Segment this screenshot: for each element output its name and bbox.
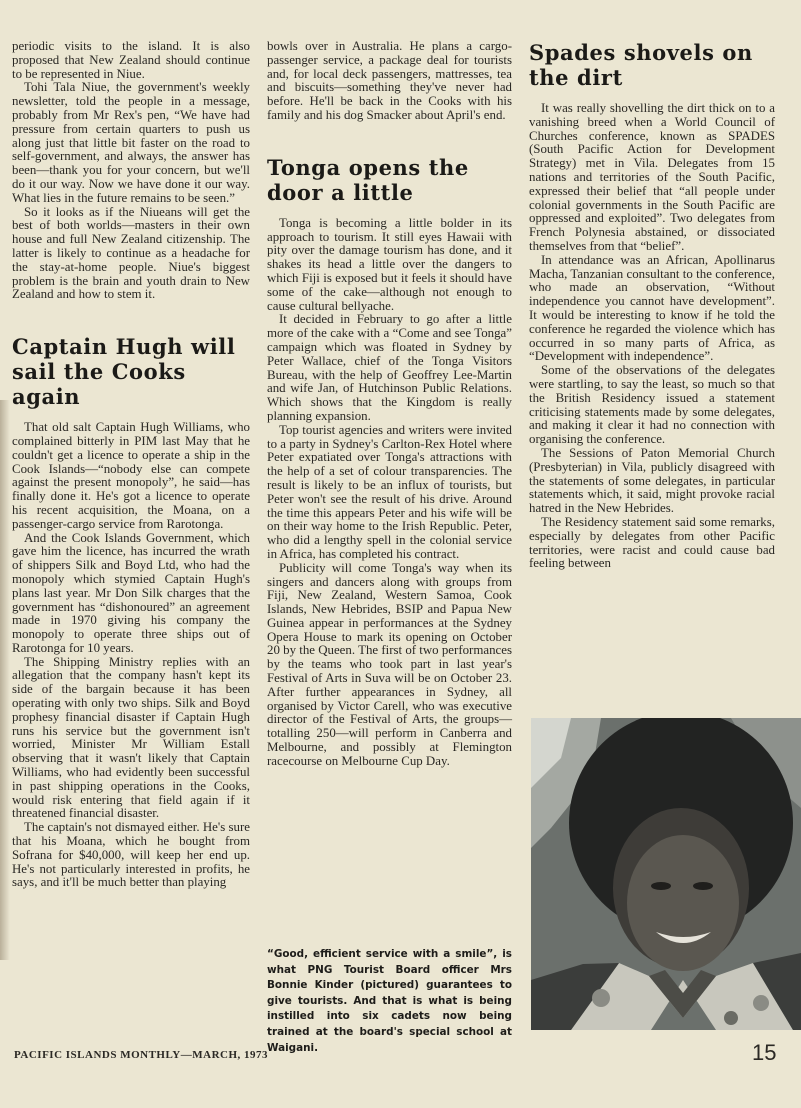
page-number: 15 <box>752 1040 777 1065</box>
spades-paragraph-2: In attendance was an African, Apollinarus Macha, Tanzanian consultant to the conference, who made an observation, “Without independence you cannot have development”. It would be interesting to know if he told the conference he regarded the violence which has occurred in so many parts of Africa, as “Development with independence”. <box>529 252 775 364</box>
niue-paragraph-1: periodic visits to the island. It is also proposed that New Zealand should continue to be represented in Niue. <box>12 39 250 81</box>
column-2 <box>267 40 512 769</box>
tonga-paragraph-4: Publicity will come Tonga's way when its singers and dancers along with groups from Fiji, New Zealand, Western Samoa, Cook Islands, New Hebrides, BSIP and Papua New Guinea appear in performances at the Sydney Opera House to mark its opening on October 20 by the Queen. The first of two performances by the teams who took part in last year's Festival of Arts in Suva will be on October 23. After further appearances in Sydney, all organised by Victor Carell, who was executive director of the Festival of Arts, the groups—totalling 250—will perform in Canberra and Melbourne, and possibly at Flemington racecourse on Melbourne Cup Day. <box>267 560 512 768</box>
portrait-photo <box>531 718 801 1030</box>
page-binding-shadow <box>0 400 10 960</box>
tonga-paragraph-3: Top tourist agencies and writers were invited to a party in Sydney's Carlton-Rex Hotel where Peter expatiated over Tonga's attractions with the help of a set of colour transparencies. The result is likely to be an influx of tourists, but Peter won't see the result of his drive. Around the time this appears Peter and his wife will be on their way home to the Irish Republic. Peter, who did a lengthy spell in the colonial service in Africa, has completed his contract. <box>267 422 512 561</box>
column-3 <box>529 40 775 571</box>
column-1 <box>12 40 250 890</box>
captain-hugh-headline: Captain Hugh will sail the Cooks again <box>12 334 236 410</box>
captain-paragraph-1: That old salt Captain Hugh Williams, who complained bitterly in PIM last May that he couldn't get a licence to operate a ship in the Cook Islands—“nobody else can compete against the present monopoly”, he said—has finally done it. He's got a licence to operate his recent acquisition, the Moana, on a passenger-cargo service from Rarotonga. <box>12 420 250 531</box>
spades-paragraph-5: The Residency statement said some remarks, especially by delegates from other Pacific territories, were racist and could cause bad feeling between <box>529 514 775 571</box>
photo-caption: “Good, efficient service with a smile”, is what PNG Tourist Board officer Mrs Bonnie Kinder (pictured) guarantees to give tourists. And that is what is being instilled into six cadets now being trained at the board's special school at Waigani. <box>267 948 512 1054</box>
portrait-illustration <box>531 718 801 1030</box>
captain-paragraph-4: The captain's not dismayed either. He's sure that his Moana, which he bought from Sofrana for $40,000, will keep her end up. He's not particularly interested in profits, he says, and it'll be much better than playing <box>12 820 250 890</box>
captain-paragraph-3: The Shipping Ministry replies with an allegation that the company hasn't kept its side of the bargain because it has been operating with only two ships. Silk and Boyd prophesy financial disaster if Captain Hugh runs his service but the government isn't worried, Minister Mr William Estall observing that it wasn't likely that Captain Williams, who had evidently been successful in past shipping operations in the Cooks, would risk entering that field again if it threatened financial disaster. <box>12 654 250 821</box>
spades-paragraph-3: Some of the observations of the delegates were startling, to say the least, so much so that the British Residency issued a statement criticising statements made by some delegates, and making it clear it had no connection with organising the conference. <box>529 363 775 447</box>
spades-paragraph-4: The Sessions of Paton Memorial Church (Presbyterian) in Vila, publicly disagreed with the statements of some delegates, in particular statements which, it said, might provoke racial hatred in the New Hebrides. <box>529 445 775 516</box>
tonga-headline: Tonga opens the door a little <box>267 154 469 205</box>
spades-headline: Spades shovels on the dirt <box>529 40 753 90</box>
niue-paragraph-2: Tohi Tala Niue, the government's weekly newsletter, told the people in a message, probably from Mr Rex's pen, “We have had pressure from certain quarters to push us along just that little bit faster on the road to self-government, and always, the answer has been—thank you for your concern, but we'll do it our way. Now we have done it our way. What lies in the future remains to be seen.” <box>12 80 250 205</box>
tonga-paragraph-2: It decided in February to go after a little more of the cake with a “Come and see Tonga” campaign which was floated in Sydney by Peter Wallace, chief of the Tonga Visitors Bureau, with the help of Geoffrey Lee-Martin and wife Jan, of Hutchinson Public Relations. Which shows that the Kingdom is really planning expansion. <box>267 312 512 423</box>
captain-paragraph-2: And the Cook Islands Government, which gave him the licence, has incurred the wrath of shippers Silk and Boyd Ltd, who had the monopoly which stymied Captain Hugh's plans last year. Mr Don Silk charges that the government has “dishonoured” an agreement made in 1970 giving his company the monopoly to operate three ships out of Rarotonga for 10 years. <box>12 530 250 655</box>
spades-paragraph-1: It was really shovelling the dirt thick on to a vanishing breed when a World Council of Churches conference, known as SPADES (South Pacific Action for Development Strategy) met in Vila. Delegates from 15 nations and territories of the South Pacific, expressed their belief that “all people under colonial governments in the South Pacific are oppressed and exploited”. Two delegates from French Polynesia abstained, or dissociated themselves from that “belief”. <box>529 101 775 253</box>
captain-paragraph-continued: bowls over in Australia. He plans a cargo-passenger service, a package deal for tourists and, for local deck passengers, mattresses, tea and biscuits—something they've never had before. He'll be back in the Cooks with his family and his dog Smacker about April's end. <box>267 39 512 122</box>
niue-paragraph-3: So it looks as if the Niueans will get the best of both worlds—masters in their own house and full New Zealand citizenship. The latter is likely to continue as a headache for the stay-at-home people. Niue's biggest problem is the brain and youth drain to New Zealand and how to stem it. <box>12 204 250 302</box>
publication-footer: PACIFIC ISLANDS MONTHLY—MARCH, 1973 <box>14 1049 269 1061</box>
tonga-paragraph-1: Tonga is becoming a little bolder in its approach to tourism. It still eyes Hawaii with pity over the damage tourism has done, and it shakes its head a little over the dangers to which Fiji is exposed but it feels it should have some of the cake—although not enough to cause cultural bellyache. <box>267 215 512 313</box>
